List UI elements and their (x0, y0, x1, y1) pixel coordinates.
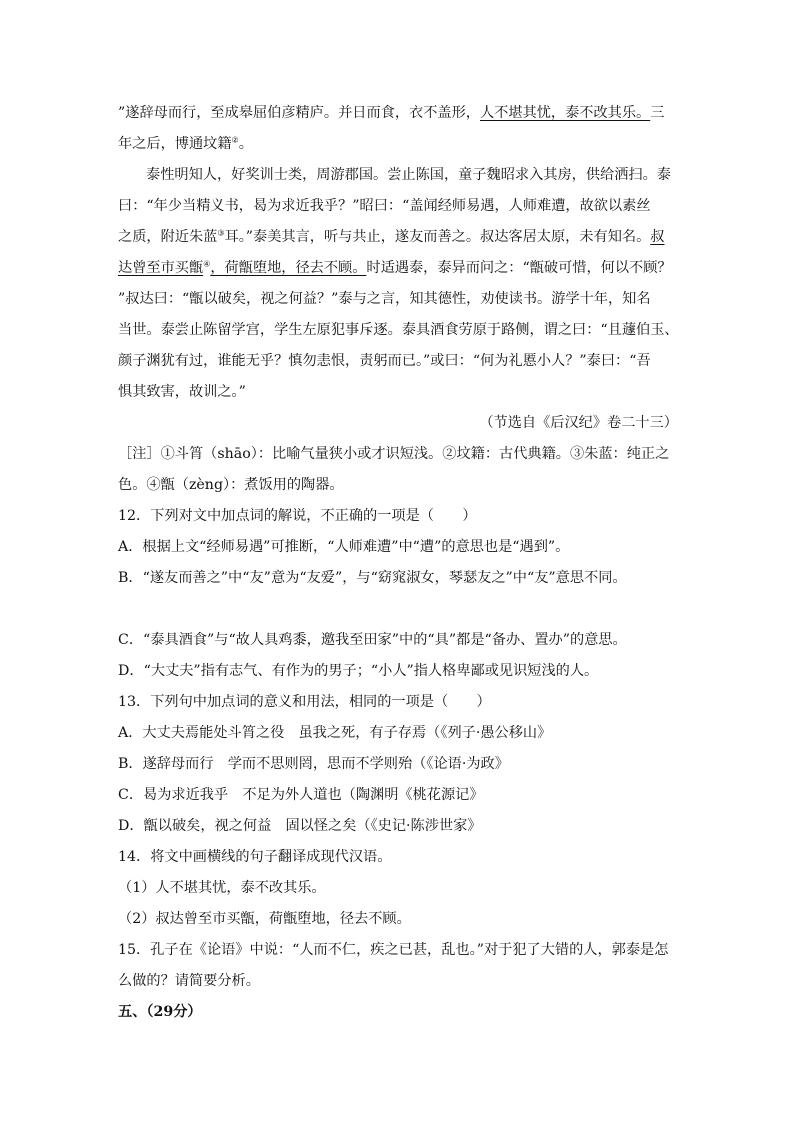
passage-line-6: 达曾至市买甑④，荷甑堕地，径去不顾。时适遇泰，泰异而问之：“甑破可惜，何以不顾？ (118, 259, 672, 276)
question-12-option-c: C．“泰具酒食”与“故人具鸡黍，邀我至田家”中的“具”都是“备办、置办”的意思。 (118, 632, 627, 648)
passage-line-2: 年之后，博通坟籍②。 (118, 135, 253, 152)
question-13-option-d: D．甑以破矣，视之何益 固以怪之矣（《史记·陈涉世家》 (118, 818, 482, 834)
footnote-marker-2: ② (231, 135, 239, 145)
document-page (118, 98, 678, 1028)
question-13-option-b: B．遂辞母而行 学而不思则罔，思而不学则殆（《论语·为政》 (118, 756, 509, 772)
section-5-heading: 五、（29分） (118, 1004, 202, 1020)
passage-source: （节选自《后汉纪》卷二十三） (479, 415, 678, 431)
notes-line-2: 色。④甑（zèng）：煮饭用的陶器。 (118, 477, 344, 493)
question-12-option-a: A．根据上文“经师易遇”可推断，“人师难遭”中“遭”的意思也是“遇到”。 (118, 539, 570, 555)
underlined-sentence-2-start: 叔 (650, 229, 665, 245)
question-13-stem: 13．下列句中加点词的意义和用法，相同的一项是（ ） (118, 694, 491, 710)
question-15-line-2: 么做的？请简要分析。 (118, 973, 260, 989)
passage-line-4: 曰：“年少当精义书，曷为求近我乎？”昭曰：“盖闻经师易遇，人师难遭，故欲以素丝 (118, 198, 651, 214)
question-13-option-a: A．大丈夫焉能处斗筲之役 虽我之死，有子存焉（《列子·愚公移山》 (118, 725, 552, 741)
notes-line-1: ［注］①斗筲（shāo）：比喻气量狭小或才识短浅。②坟籍：古代典籍。③朱蓝：纯正之 (118, 446, 670, 462)
question-14-sentence-2: （2）叔达曾至市买甑，荷甑堕地，径去不顾。 (118, 911, 411, 927)
passage-line-9: 颜子渊犹有过，谁能无乎？慎勿恚恨，责躬而已。”或曰：“何为礼慝小人？”泰曰：“吾 (118, 353, 651, 369)
spacer (118, 594, 678, 625)
question-14-sentence-1: （1）人不堪其忧，泰不改其乐。 (118, 880, 326, 896)
passage-line-8: 当世。泰尝止陈留学宫，学生左原犯事斥逐。泰具酒食劳原于路侧，谓之曰：“且蘧伯玉、 (118, 322, 679, 338)
footnote-marker-3: ③ (217, 228, 225, 238)
question-14-stem: 14．将文中画横线的句子翻译成现代汉语。 (118, 849, 392, 865)
passage-line-1: ”遂辞母而行，至成皋屈伯彦精庐。并日而食，衣不盖形，人不堪其忧，泰不改其乐。三 (118, 105, 665, 121)
footnote-marker-4: ④ (203, 259, 211, 269)
underlined-sentence-1: 人不堪其忧，泰不改其乐。 (479, 105, 651, 121)
question-15-line-1: 15．孔子在《论语》中说：“人而不仁，疾之已甚，乱也。”对于犯了大错的人，郭泰是怎 (118, 942, 669, 958)
question-12-option-d: D．“大丈夫”指有志气、有作为的男子；“小人”指人格卑鄙或见识短浅的人。 (118, 663, 599, 679)
question-12-stem: 12．下列对文中加点词的解说，不正确的一项是（ ） (118, 508, 477, 524)
passage-line-7: ”叔达曰：“甑以破矣，视之何益？”泰与之言，知其德性，劝使读书。游学十年，知名 (118, 291, 651, 307)
passage-line-3: 泰性明知人，好奖训士类，周游郡国。尝止陈国，童子魏昭求入其房，供给洒扫。泰 (146, 167, 671, 183)
passage-line-5: 之质，附近朱蓝③耳。”泰美其言，听与共止，遂友而善之。叔达客居太原，未有知名。叔 (118, 228, 665, 245)
underlined-sentence-2: 达曾至市买甑 (118, 260, 204, 276)
question-13-option-c: C．曷为求近我乎 不足为外人道也（陶渊明《桃花源记》 (118, 787, 484, 803)
passage-line-10: 惧其致害，故训之。” (118, 384, 246, 400)
question-12-option-b: B．“遂友而善之”中“友”意为“友爱”，与“窈窕淑女，琴瑟友之”中“友”意思不同。 (118, 570, 627, 586)
